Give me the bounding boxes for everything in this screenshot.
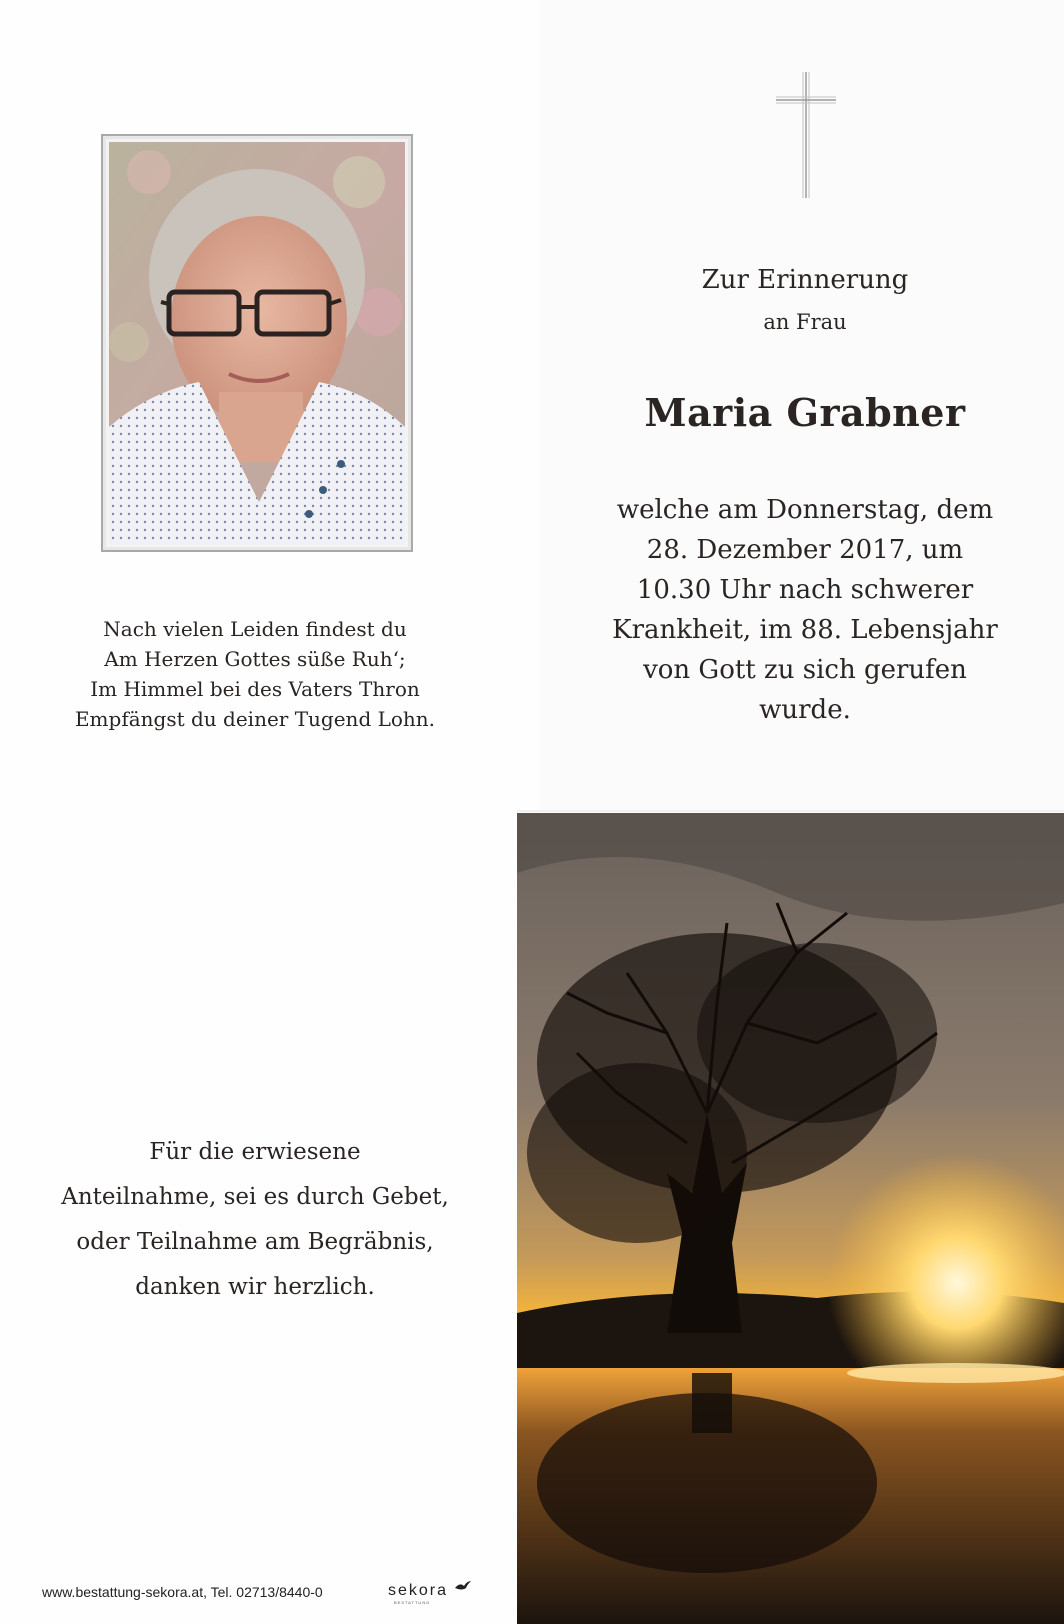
thanks-line: Anteilnahme, sei es durch Gebet, xyxy=(61,1184,449,1210)
remembrance-subtitle: an Frau xyxy=(763,310,847,334)
brand-logo xyxy=(388,1580,478,1606)
remembrance-title: Zur Erinnerung xyxy=(701,265,909,295)
card-panel-portrait xyxy=(0,0,540,810)
portrait-photo xyxy=(109,142,405,544)
footer-contact: www.bestattung-sekora.at, Tel. 02713/8440-0 xyxy=(42,1584,323,1600)
poem-line: Empfängst du deiner Tugend Lohn. xyxy=(74,707,436,731)
poem-line: Nach vielen Leiden findest du xyxy=(103,617,407,641)
death-notice-line: 10.30 Uhr nach schwerer xyxy=(636,575,974,605)
death-notice-line: welche am Donnerstag, dem xyxy=(616,495,994,525)
poem-line: Am Herzen Gottes süße Ruh‘; xyxy=(104,647,406,671)
sunset-tree-photo xyxy=(517,813,1064,1624)
death-notice-line: von Gott zu sich gerufen xyxy=(643,655,967,685)
death-notice-line: Krankheit, im 88. Lebensjahr xyxy=(612,615,998,645)
death-notice xyxy=(610,490,1000,730)
brand-subtitle: BESTATTUNG xyxy=(394,1600,431,1605)
brand-name: sekora xyxy=(388,1582,449,1599)
card-panel-landscape xyxy=(517,813,1064,1624)
portrait-frame xyxy=(101,134,413,552)
death-notice-line: 28. Dezember 2017, um xyxy=(646,535,964,565)
cross-icon xyxy=(776,72,836,198)
footer xyxy=(42,1580,482,1608)
deceased-name: Maria Grabner xyxy=(644,390,966,435)
thanks-message xyxy=(30,1130,480,1310)
remembrance-header xyxy=(640,260,970,334)
thanks-line: Für die erwiesene xyxy=(149,1139,361,1165)
poem-line: Im Himmel bei des Vaters Thron xyxy=(90,677,420,701)
poem xyxy=(40,614,470,734)
thanks-line: oder Teilnahme am Begräbnis, xyxy=(76,1229,434,1255)
bird-icon xyxy=(454,1580,472,1592)
death-notice-line: wurde. xyxy=(759,695,851,725)
thanks-line: danken wir herzlich. xyxy=(135,1274,375,1300)
